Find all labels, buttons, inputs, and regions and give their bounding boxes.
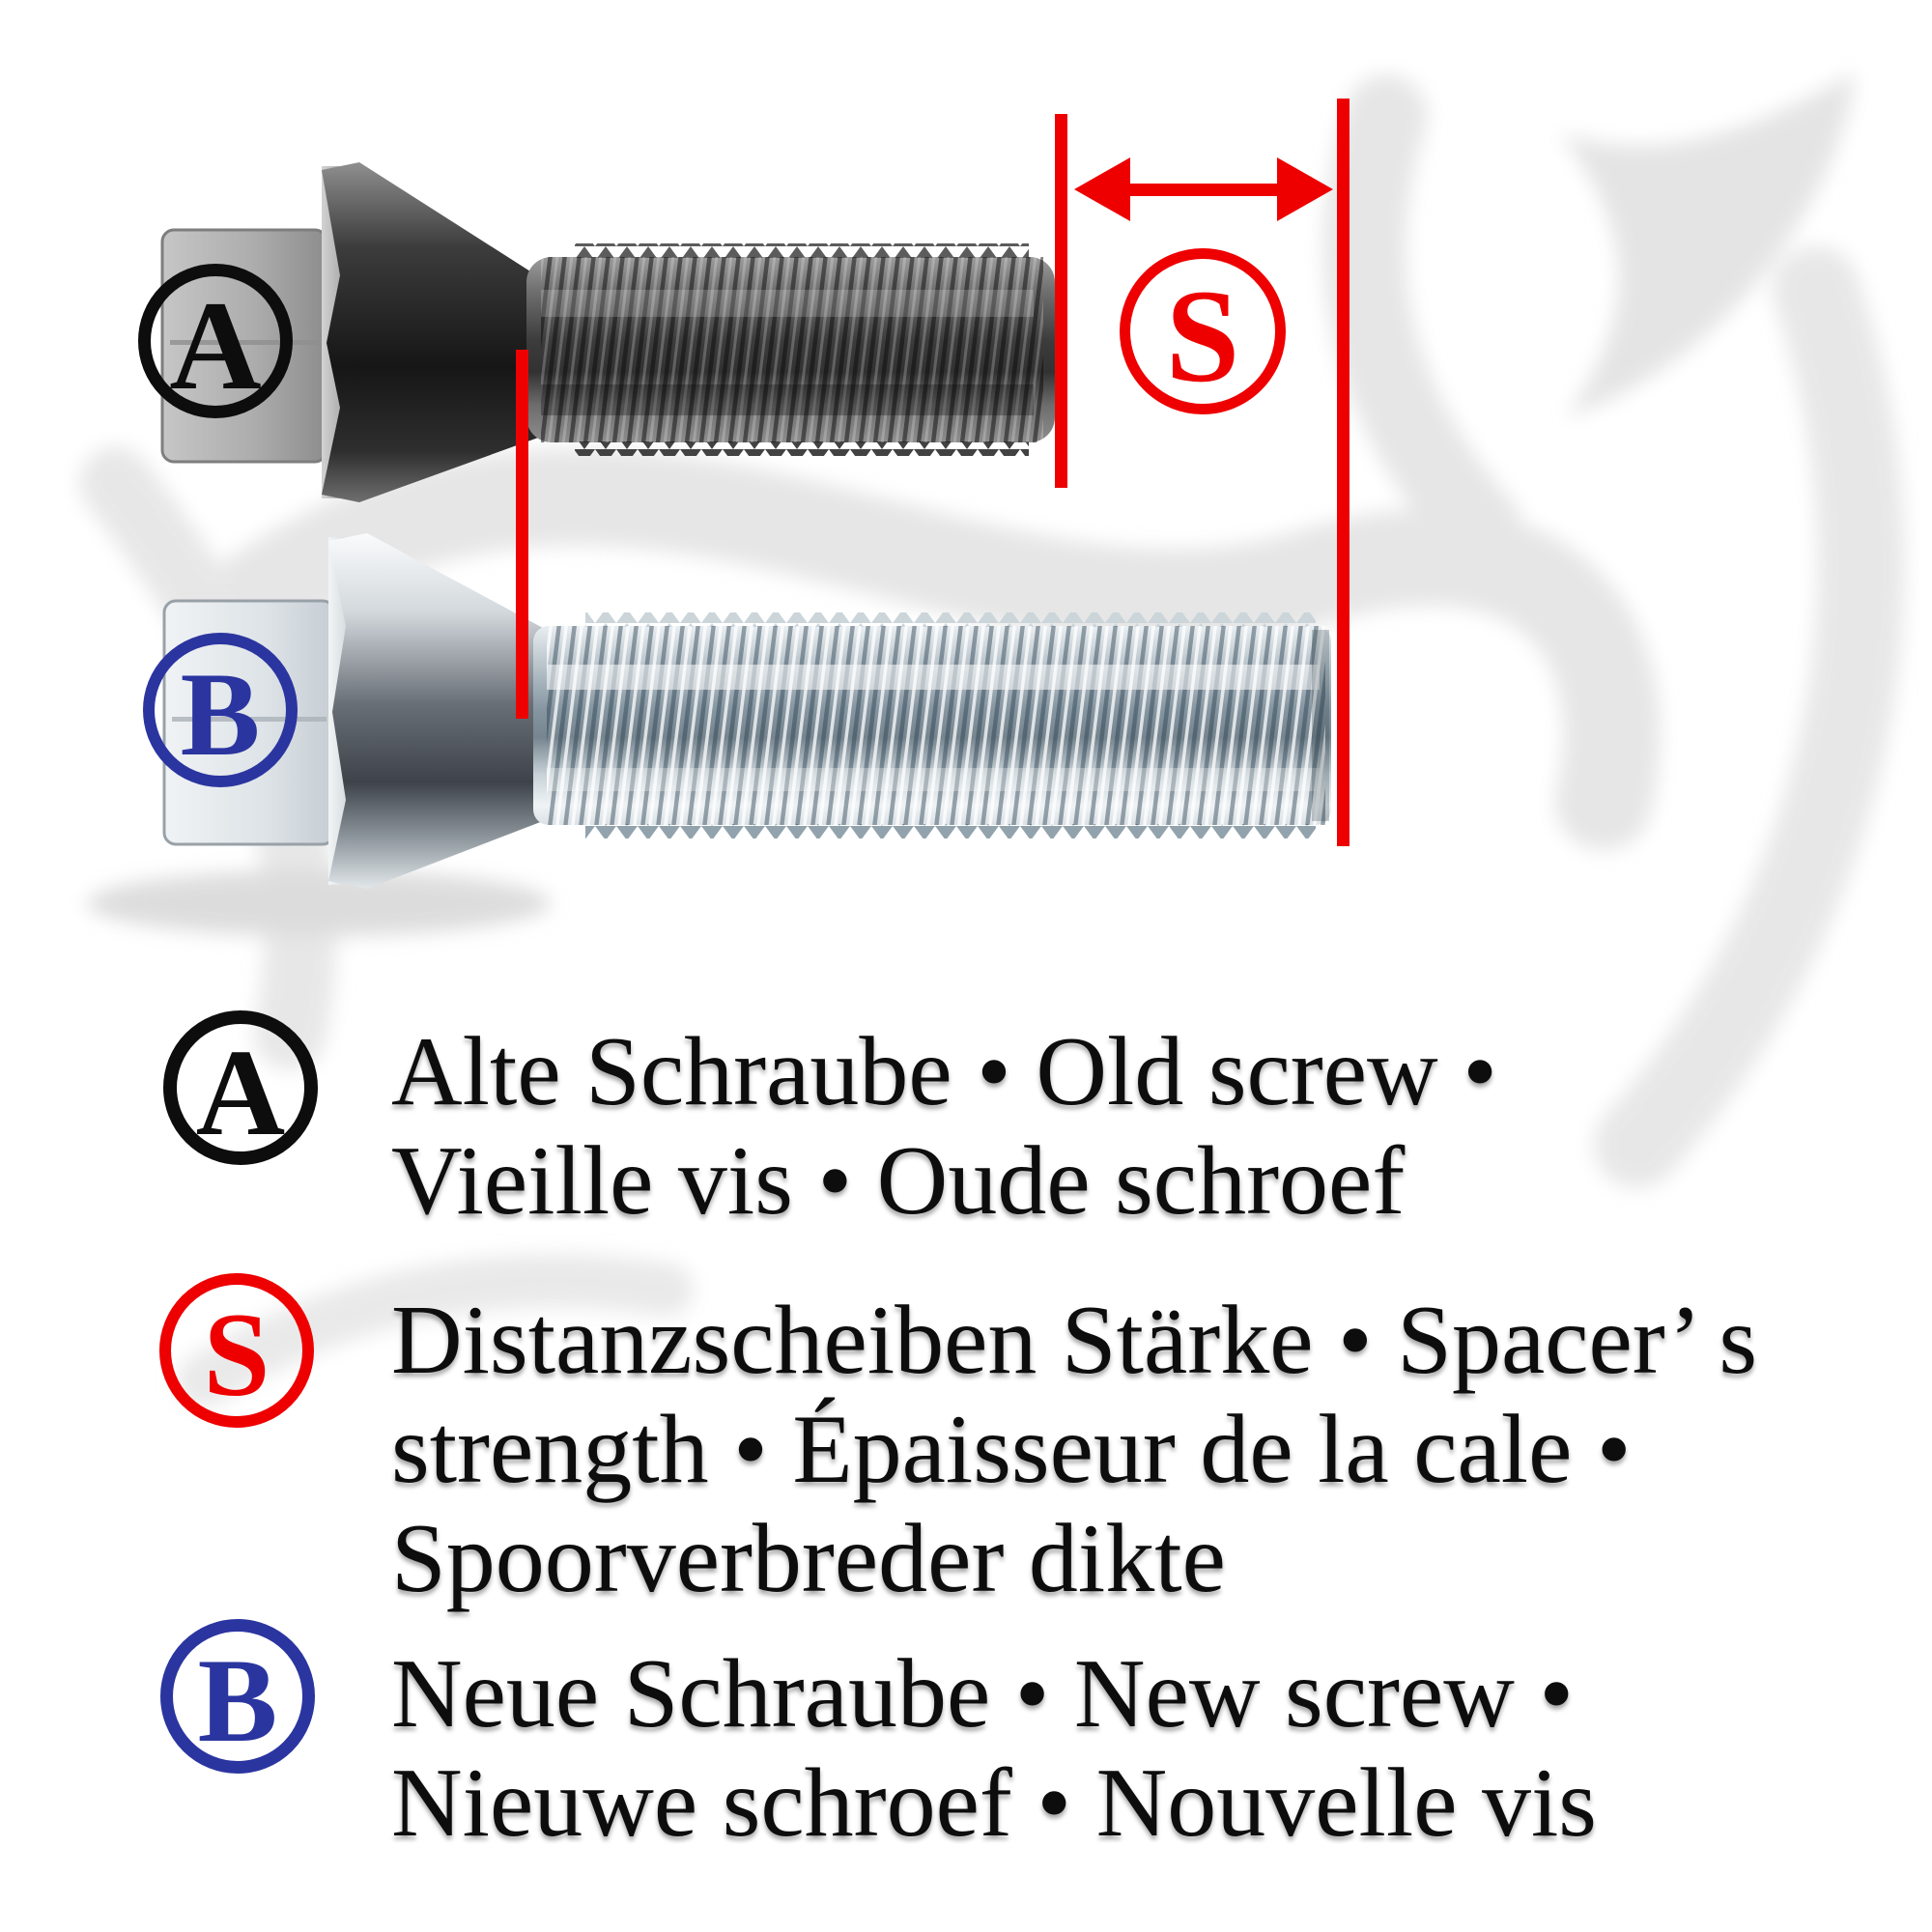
head-reference-line — [516, 350, 528, 719]
legend-old-screw-text — [391, 1017, 1497, 1236]
legend-old-screw-line-1: Alte Schraube • Old screw • — [391, 1017, 1497, 1126]
legend-badge-new-screw-letter: B — [197, 1634, 278, 1767]
dimension-line-right — [1337, 99, 1350, 846]
legend-spacer-line-1: Distanzscheiben Stärke • Spacer’ s — [391, 1286, 1758, 1395]
old-screw-badge-letter: A — [169, 274, 262, 416]
legend-badge-spacer — [159, 1273, 314, 1428]
legend-new-screw-line-2: Nieuwe schroef • Nouvelle vis — [391, 1748, 1598, 1858]
legend-badge-old-screw-letter: A — [195, 1024, 286, 1161]
old-screw-badge — [138, 264, 293, 418]
legend-old-screw-line-2: Vieille vis • Oude schroef — [391, 1126, 1406, 1236]
legend-badge-new-screw — [160, 1619, 315, 1774]
legend-spacer-line-3: Spoorverbreder dikte — [391, 1504, 1226, 1613]
legend-badge-spacer-letter: S — [203, 1289, 270, 1421]
spacer-badge-letter: S — [1165, 262, 1240, 410]
legend-badge-old-screw — [163, 1010, 318, 1165]
legend-spacer-line-2: strength • Épaisseur de la cale • — [391, 1395, 1632, 1504]
spacer-width-arrow — [1074, 157, 1333, 221]
old-screw-photo — [162, 162, 1055, 502]
new-screw-badge — [143, 633, 298, 787]
spacer-badge — [1120, 248, 1286, 414]
dimension-line-left — [1055, 114, 1067, 488]
legend-new-screw-line-1: Neue Schraube • New screw • — [391, 1639, 1575, 1748]
new-screw-badge-letter: B — [180, 648, 261, 781]
legend-new-screw-text — [391, 1639, 1597, 1858]
legend-spacer-text — [391, 1286, 1757, 1613]
